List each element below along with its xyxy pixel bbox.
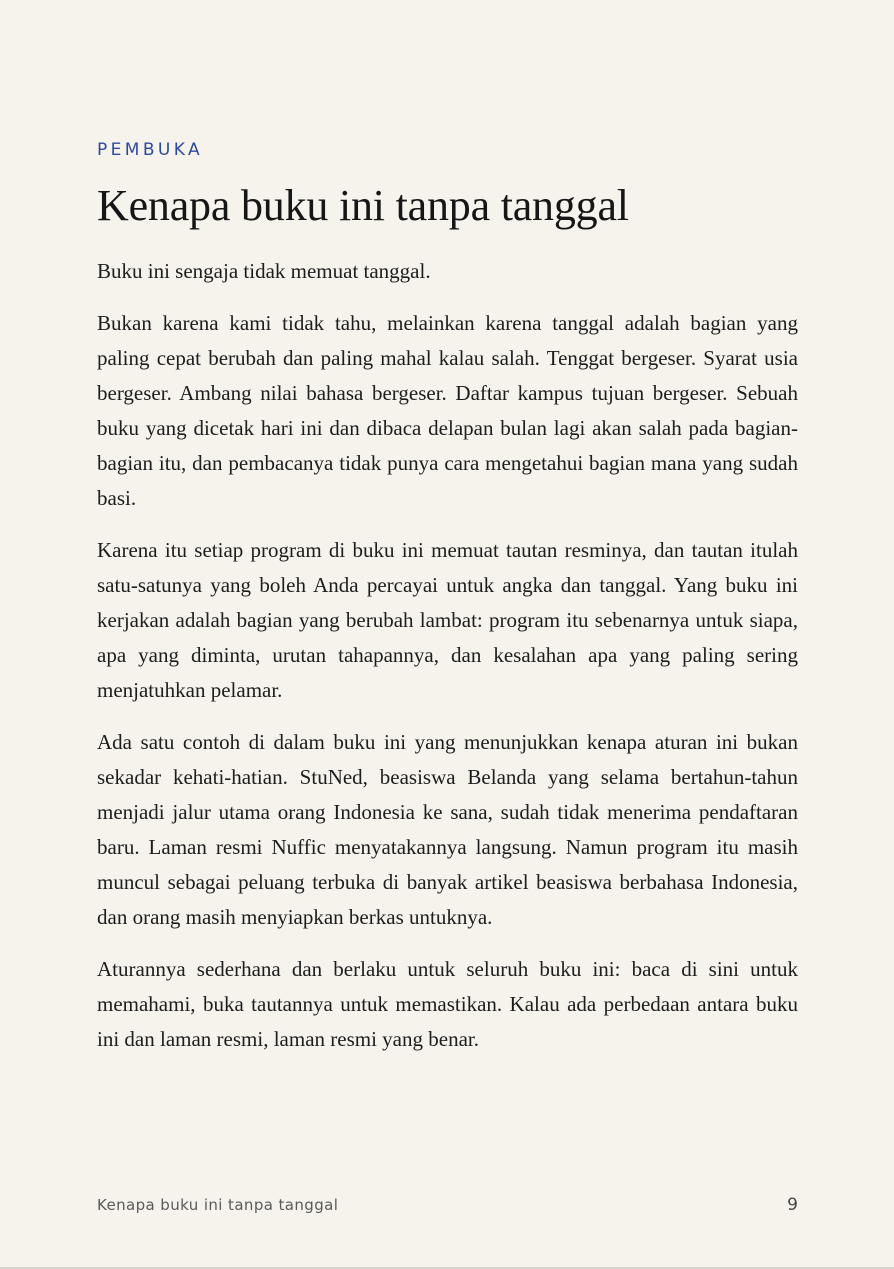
paragraph: Ada satu contoh di dalam buku ini yang menunjukkan kenapa aturan ini bukan sekadar kehati-hatian. StuNed, beasiswa Belanda yang selama bertahun-tahun menjadi jalur utama orang Indonesia ke sana, sudah tidak menerima pendaftaran baru. Laman resmi Nuffic menyatakannya langsung. Namun program itu masih muncul sebagai peluang terbuka di banyak artikel beasiswa berbahasa Indonesia, dan orang masih menyiapkan berkas untuknya. — [97, 730, 798, 929]
paragraph: Bukan karena kami tidak tahu, melainkan karena tanggal adalah bagian yang paling cepat berubah dan paling mahal kalau salah. Tenggat bergeser. Syarat usia bergeser. Ambang nilai bahasa bergeser. Daftar kampus tujuan bergeser. Sebuah buku yang dicetak hari ini dan dibaca delapan bulan lagi akan salah pada bagian-bagian itu, dan pembacanya tidak punya cara mengetahui bagian mana yang sudah basi. — [97, 311, 798, 510]
running-title: Kenapa buku ini tanpa tanggal — [97, 1196, 339, 1214]
paragraph: Aturannya sederhana dan berlaku untuk seluruh buku ini: baca di sini untuk memahami, buka tautannya untuk memastikan. Kalau ada perbedaan antara buku ini dan laman resmi, laman resmi yang benar. — [97, 957, 798, 1051]
page-number: 9 — [787, 1195, 798, 1215]
section-label: PEMBUKA — [97, 140, 204, 160]
paragraph: Karena itu setiap program di buku ini memuat tautan resminya, dan tautan itulah satu-satunya yang boleh Anda percayai untuk angka dan tanggal. Yang buku ini kerjakan adalah bagian yang berubah lambat: program itu sebenarnya untuk siapa, apa yang diminta, urutan tahapannya, dan kesalahan apa yang paling sering menjatuhkan pelamar. — [97, 538, 798, 702]
chapter-body — [97, 254, 798, 1057]
page-content — [97, 138, 798, 1074]
page-footer — [97, 1195, 798, 1215]
chapter-title: Kenapa buku ini tanpa tanggal — [97, 181, 629, 230]
paragraph: Buku ini sengaja tidak memuat tanggal. — [97, 259, 431, 283]
